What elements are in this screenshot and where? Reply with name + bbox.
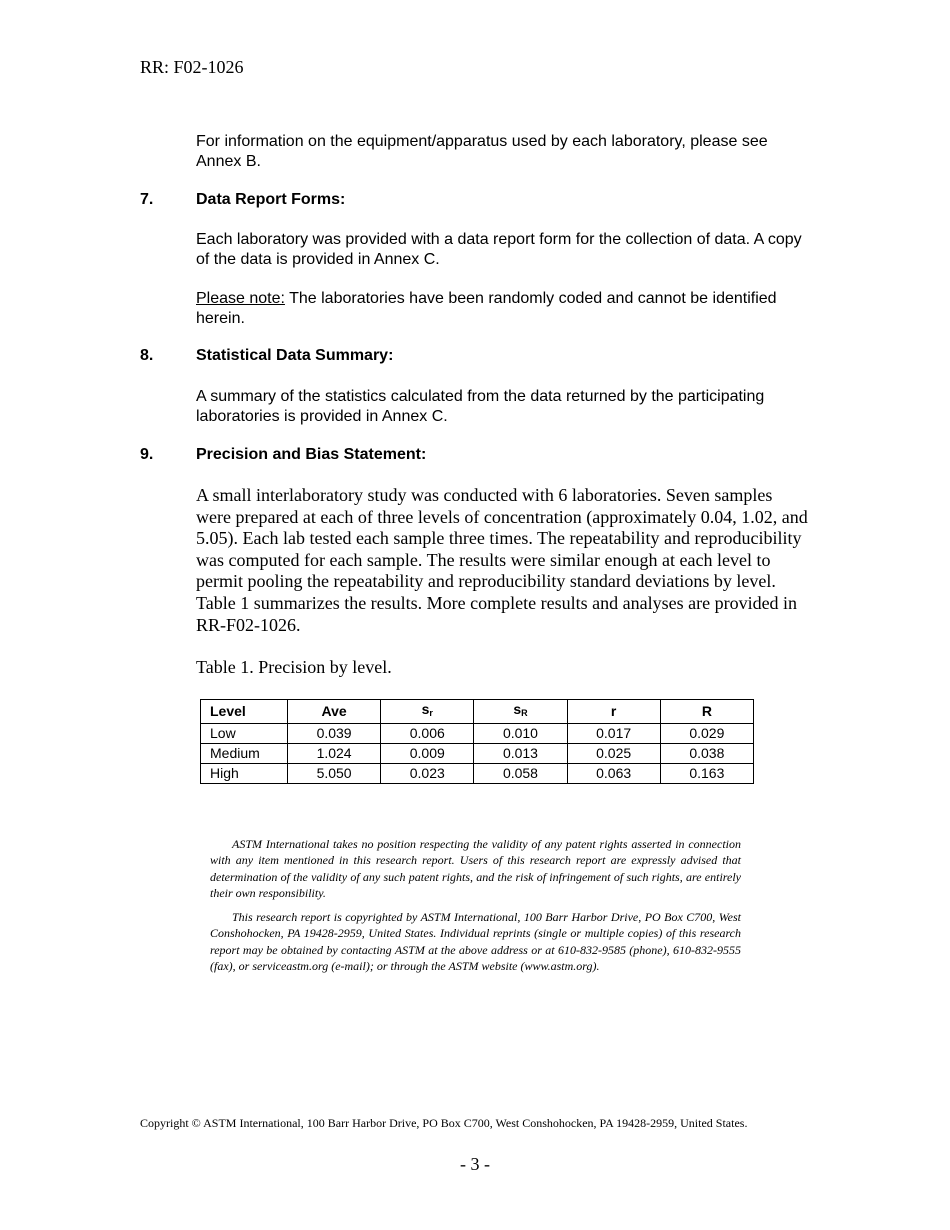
- header-r: r: [567, 700, 660, 724]
- cell-r: 0.017: [567, 724, 660, 744]
- section-9-paragraph: A small interlaboratory study was conducted with 6 laboratories. Seven samples were prepared at each of three levels of concentration (approximately 0.04, 1.02, and 5.05). Each lab tested each sample three times. The repeatability and reproducibility was computed for each sample. The results were similar enough at each level to permit pooling the repeatability and reproducibility standard deviations by level. Table 1 summarizes the results. More complete results and analyses are provided in RR-F02-1026.: [196, 485, 808, 635]
- cell-sr: 0.006: [381, 724, 474, 744]
- section-9-title: Precision and Bias Statement:: [196, 446, 427, 463]
- cell-R: 0.038: [660, 744, 753, 764]
- page-number: - 3 -: [460, 1154, 490, 1174]
- section-7-number: 7.: [140, 191, 154, 208]
- copyright-notice: This research report is copyrighted by ASTM International, 100 Barr Harbor Drive, PO Box C700, West Conshohocken, PA 19428-2959, United States. Individual reprints (single or multiple copies) of this research report may be obtained by contacting ASTM at the above address or at 610-832-9585 (phone), 610-832-9555 (fax), or serviceastm.org (e-mail); or through the ASTM website (www.astm.org).: [210, 910, 741, 973]
- header-ave: Ave: [288, 700, 381, 724]
- cell-sR: 0.010: [474, 724, 567, 744]
- cell-r: 0.063: [567, 764, 660, 784]
- section-7-note: [196, 289, 816, 329]
- cell-R: 0.029: [660, 724, 753, 744]
- intro-paragraph: For information on the equipment/apparatus used by each laboratory, please see Annex B.: [196, 133, 768, 170]
- header-level: Level: [201, 700, 288, 724]
- header-sR-sub: R: [521, 708, 528, 718]
- section-8-number: 8.: [140, 347, 154, 364]
- section-8-paragraph: A summary of the statistics calculated from the data returned by the participating laboratories is provided in Annex C.: [196, 388, 765, 425]
- cell-r: 0.025: [567, 744, 660, 764]
- header-sr-base: s: [421, 701, 430, 717]
- cell-ave: 1.024: [288, 744, 381, 764]
- header-sR: [474, 700, 567, 724]
- cell-ave: 0.039: [288, 724, 381, 744]
- cell-level: Medium: [201, 744, 288, 764]
- section-7-paragraph: Each laboratory was provided with a data report form for the collection of data. A copy of the data is provided in Annex C.: [196, 231, 802, 268]
- header-sr-sub: r: [429, 708, 433, 718]
- table-caption: Table 1. Precision by level.: [196, 657, 392, 677]
- cell-level: Low: [201, 724, 288, 744]
- table-row: [201, 744, 754, 764]
- cell-sr: 0.009: [381, 744, 474, 764]
- section-7-title: Data Report Forms:: [196, 191, 346, 208]
- precision-table: [200, 699, 754, 784]
- cell-R: 0.163: [660, 764, 753, 784]
- footer-copyright: Copyright © ASTM International, 100 Barr Harbor Drive, PO Box C700, West Conshohocken, PA 19428-2959, United States.: [140, 1116, 748, 1130]
- patent-notice: ASTM International takes no position respecting the validity of any patent rights asserted in connection with any item mentioned in this research report. Users of this research report are expressly advised that determination of the validity of any such patent rights, and the risk of infringement of such rights, are entirely their own responsibility.: [210, 837, 741, 900]
- cell-ave: 5.050: [288, 764, 381, 784]
- table-header-row: [201, 700, 754, 724]
- section-9-number: 9.: [140, 446, 154, 463]
- table-row: [201, 764, 754, 784]
- note-label: Please note:: [196, 290, 285, 307]
- cell-sR: 0.013: [474, 744, 567, 764]
- report-id-header: RR: F02-1026: [140, 57, 244, 77]
- note-text: The laboratories have been randomly coded and cannot be identified herein.: [196, 290, 777, 327]
- cell-sr: 0.023: [381, 764, 474, 784]
- table-row: [201, 724, 754, 744]
- header-R: R: [660, 700, 753, 724]
- header-sr: [381, 700, 474, 724]
- section-8-title: Statistical Data Summary:: [196, 347, 394, 364]
- cell-level: High: [201, 764, 288, 784]
- cell-sR: 0.058: [474, 764, 567, 784]
- header-sR-base: s: [513, 701, 522, 717]
